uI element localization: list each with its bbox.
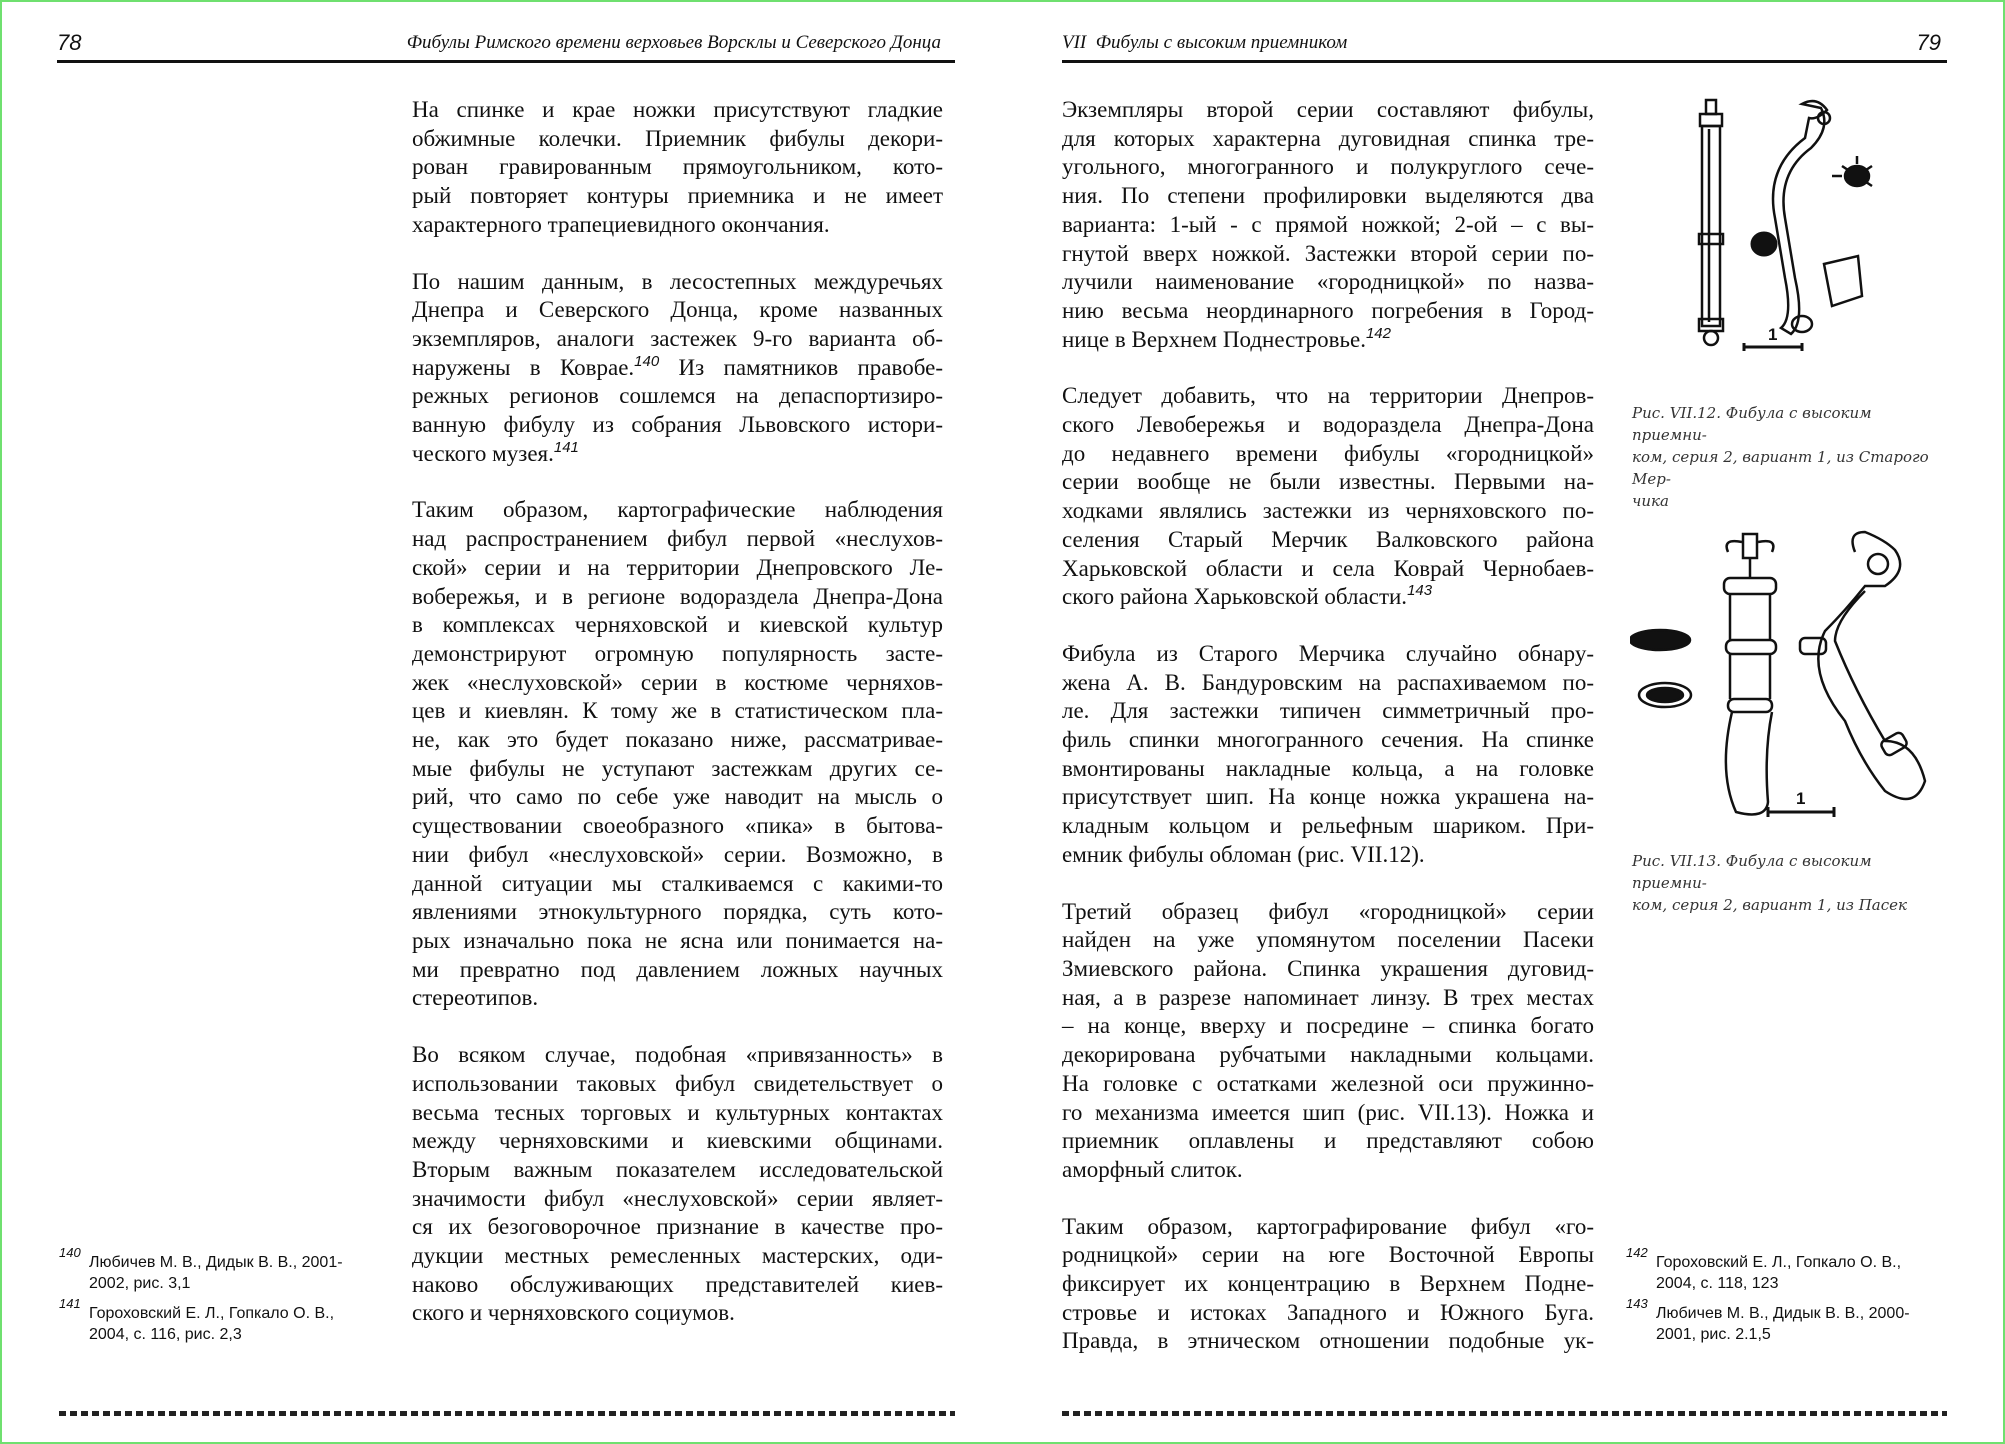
text-line: ная, а в разрезе напоминает линзу. В трех местах <box>1062 984 1594 1010</box>
text-line: По нашим данным, в лесостепных междуречьях <box>412 268 943 294</box>
footnote-reference: 143 <box>1407 582 1433 600</box>
text-line: для которых характерна дуговидная спинка тре- <box>1062 125 1594 151</box>
paragraph <box>1062 96 1594 354</box>
text-line: наково обслуживающих представителей киев- <box>412 1271 943 1297</box>
text-line: до недавнего времени фибулы «городницкой» <box>1062 440 1594 466</box>
left-page-body-text <box>412 96 943 1356</box>
footnote-reference: 142 <box>1365 324 1391 342</box>
text-line <box>412 354 943 383</box>
right-page-footnotes <box>1626 1245 1946 1354</box>
footnote-number: 143 <box>1626 1296 1648 1311</box>
text-line: ской» серии и на территории Днепровского Ле- <box>412 554 943 580</box>
text-line: Во всяком случае, подобная «привязанность» в <box>412 1042 943 1068</box>
text-line: рий, что само по себе уже наводит на мысль о <box>412 784 943 810</box>
text-line: приемник оплавлены и представляют собою <box>1062 1128 1594 1154</box>
text-line: цев и киевлян. К тому же в статистическом пла- <box>412 698 943 724</box>
text-line: экземпляров, аналоги застежек 9-го варианта об- <box>412 325 943 351</box>
figure-vii-12-fibula-drawing <box>1682 94 1892 369</box>
paragraph <box>412 1041 943 1328</box>
text-segment: наружены в Коврае. <box>412 354 635 380</box>
text-line: жек «неслуховской» серии в костюме черняхов- <box>412 669 943 695</box>
text-line: ле. Для застежки типичен симметричный про- <box>1062 698 1594 724</box>
footnote-140 <box>59 1245 379 1294</box>
footnote-141 <box>59 1296 379 1345</box>
text-line: фиксирует их концентрацию в Верхнем Подне- <box>1062 1271 1594 1297</box>
paragraph <box>1062 640 1594 870</box>
text-line: присутствует шип. На конце ножка украшена на- <box>1062 784 1594 810</box>
paragraph <box>412 496 943 1013</box>
text-line: значимости фибул «неслуховской» серии являет- <box>412 1185 943 1211</box>
left-page-header <box>57 26 955 63</box>
text-segment: ческого музея. <box>412 440 554 466</box>
footnote-number: 140 <box>59 1245 81 1260</box>
text-line: ского и черняховского социумов. <box>412 1300 735 1326</box>
text-line <box>1062 326 1594 355</box>
caption-line: Рис. VII.13. Фибула с высоким приемни- <box>1632 852 1872 892</box>
text-line: Вторым важным показателем исследовательской <box>412 1156 943 1182</box>
text-line: Фибула из Старого Мерчика случайно обнару- <box>1062 640 1594 666</box>
fibula-bow-front <box>1702 126 1720 326</box>
footnote-line: Гороховский Е. Л., Гопкало О. В., <box>89 1305 335 1322</box>
scale-label: 1 <box>1796 789 1806 808</box>
text-line: вмонтированы накладные кольца, а на головке <box>1062 755 1594 781</box>
text-line: стровье и истоках Западного и Южного Буга. <box>1062 1299 1594 1325</box>
text-line: Экземпляры второй серии составляют фибулы, <box>1062 97 1594 122</box>
ribbed-ring <box>1724 578 1776 594</box>
text-line: варианта: 1-ый - с прямой ножкой; 2-ой – с вы- <box>1062 211 1594 237</box>
running-title-right: VII Фибулы с высоким приемником <box>1062 32 1348 53</box>
caption-line: ком, серия 2, вариант 1, из Старого Мер- <box>1632 448 1929 488</box>
text-line: На спинке и крае ножки присутствуют гладкие <box>412 97 943 122</box>
footnote-143 <box>1626 1296 1946 1345</box>
running-title-left: Фибулы Римского времени верховьев Ворсклы и Северского Донца <box>406 32 941 53</box>
text-line: рых изначально пока не ясна или понимается на- <box>412 927 943 953</box>
text-line: рый повторяет контуры приемника и не имеет <box>412 183 943 209</box>
text-line: стереотипов. <box>412 985 539 1011</box>
footnote-line: 2001, рис. 2.1,5 <box>1656 1326 1771 1343</box>
text-line <box>412 440 943 469</box>
fibula-head <box>1706 100 1716 114</box>
fibula-ring <box>1700 114 1722 126</box>
left-page-footnotes <box>59 1245 379 1354</box>
text-line: Таким образом, картографические наблюдения <box>412 497 943 523</box>
text-line: филь спинки многогранного сечения. На спинке <box>1062 727 1594 753</box>
text-line: Третий образец фибул «городницкой» серии <box>1062 898 1594 924</box>
footnote-line: Любичев М. В., Дидык В. В., 2000- <box>1656 1305 1910 1322</box>
paragraph <box>1062 1213 1594 1357</box>
text-line: вобережья, и в регионе водораздела Днепра-Дона <box>412 583 943 609</box>
text-line: Харьковской области и села Коврай Чернобаев- <box>1062 555 1594 581</box>
text-line: найден на уже упомянутом поселении Пасеки <box>1062 927 1594 953</box>
text-line: ского Левобережья и водораздела Днепра-Дона <box>1062 412 1594 438</box>
text-line: между черняховскими и киевскими общинами. <box>412 1128 943 1154</box>
text-line: Правда, в этническом отношении подобные ук- <box>1062 1328 1594 1354</box>
text-line: Таким образом, картографирование фибул «го- <box>1062 1213 1594 1239</box>
text-line: режных регионов сошлемся на депаспортизиро- <box>412 383 943 409</box>
text-line: На головке с остатками железной оси пружинно- <box>1062 1070 1594 1096</box>
text-line: емник фибулы обломан (рис. VII.12). <box>1062 841 1425 867</box>
text-line: родницкой» серии на юге Восточной Европы <box>1062 1242 1594 1268</box>
text-segment: Из памятников правобе- <box>659 354 943 380</box>
text-line: над распространением фибул первой «неслухов- <box>412 526 943 552</box>
cross-section-lens <box>1630 630 1690 650</box>
text-line: в комплексах черняховской и киевской культур <box>412 612 943 638</box>
text-line: существовании своеобразного «пика» в бытова- <box>412 813 943 839</box>
footnote-line: 2002, рис. 3,1 <box>89 1275 191 1292</box>
paragraph <box>412 96 943 240</box>
fibula-bow-side <box>1773 101 1827 334</box>
text-line: ходками являлись застежки из черняховского по- <box>1062 498 1594 524</box>
footnote-line: 2004, с. 118, 123 <box>1656 1275 1779 1292</box>
scale-label: 1 <box>1768 325 1778 344</box>
figure-vii-13-fibula-drawing <box>1630 522 1950 827</box>
text-line: жена А. В. Бандуровским на распахиваемом по- <box>1062 669 1594 695</box>
text-line: ванную фибулу из собрания Львовского истори- <box>412 412 943 438</box>
text-line: лучили наименование «городницкой» по назва- <box>1062 269 1594 295</box>
scale-bar <box>1744 343 1802 351</box>
text-line: дукции местных ремесленных мастерских, оди- <box>412 1243 943 1269</box>
text-line: характерного трапециевидного окончания. <box>412 211 830 237</box>
text-line: Днепра и Северского Донца, кроме названных <box>412 297 943 323</box>
text-line: – на конце, вверху и посредине – спинка богато <box>1062 1013 1594 1039</box>
paragraph <box>412 268 943 469</box>
footnote-reference: 141 <box>553 438 579 456</box>
text-line: ми превратно под давлением ложных научных <box>412 956 943 982</box>
text-line: не, как это будет показано ниже, рассматривае- <box>412 727 943 753</box>
text-line: серии вообще не были известны. Первыми на- <box>1062 469 1594 495</box>
footnote-reference: 140 <box>634 352 660 370</box>
text-line: ся их безоговорочное признание в качестве про- <box>412 1214 943 1240</box>
scale-bar <box>1768 807 1834 817</box>
footnote-line: 2004, с. 116, рис. 2,3 <box>89 1326 242 1343</box>
text-line: ния. По степени профилировки выделяются два <box>1062 183 1594 209</box>
footnote-number: 141 <box>59 1296 81 1311</box>
footnote-line: Гороховский Е. Л., Гопкало О. В., <box>1656 1254 1902 1271</box>
text-line: нию весьма неординарного погребения в Город- <box>1062 297 1594 323</box>
text-line: нии фибул «неслуховской» серии. Возможно, в <box>412 841 943 867</box>
figure-vii-13-caption <box>1632 850 1942 916</box>
text-segment: нице в Верхнем Поднестровье. <box>1062 326 1366 352</box>
text-line <box>1062 583 1594 612</box>
text-line: кладным кольцом и рельефным шариком. При- <box>1062 813 1594 839</box>
text-line: декорирована рубчатыми накладными кольцами. <box>1062 1042 1594 1068</box>
right-page-header <box>1062 26 1947 63</box>
text-line: обжимные колечки. Приемник фибулы декори- <box>412 125 943 151</box>
text-line: демонстрируют огромную популярность засте- <box>412 640 943 666</box>
text-line: Змиевского района. Спинка украшения дуговид- <box>1062 955 1594 981</box>
right-page-footer-rule <box>1062 1411 1947 1416</box>
text-line: весьма тесных торговых и культурных контактах <box>412 1099 943 1125</box>
text-line: данной ситуации мы сталкиваемся с какими-то <box>412 870 943 896</box>
page-number-right: 79 <box>1916 30 1941 55</box>
footnote-line: Любичев М. В., Дидык В. В., 2001- <box>89 1254 343 1271</box>
text-line: аморфный слиток. <box>1062 1156 1243 1182</box>
text-line: мые фибулы не уступают застежкам других се- <box>412 755 943 781</box>
fibula-spike <box>1743 534 1757 558</box>
text-line: го механизма имеется шип (рис. VII.13). Ножка и <box>1062 1099 1594 1125</box>
right-page-body-text <box>1062 96 1594 1384</box>
text-line: явлениями этнокультурного порядка, суть кото- <box>412 899 943 925</box>
text-line: использовании таковых фибул свидетельствует о <box>412 1070 943 1096</box>
page-number-left: 78 <box>57 30 82 55</box>
caption-line: чика <box>1632 492 1669 510</box>
caption-line: ком, серия 2, вариант 1, из Пасек <box>1632 896 1907 914</box>
text-line: гнутой вверх ножкой. Застежки второй серии по- <box>1062 240 1594 266</box>
text-line: селения Старый Мерчик Валковского района <box>1062 526 1594 552</box>
left-page-footer-rule <box>59 1411 955 1416</box>
caption-line: Рис. VII.12. Фибула с высоким приемни- <box>1632 404 1872 444</box>
text-line: рован гравированным прямоугольником, кото- <box>412 154 943 180</box>
paragraph <box>1062 898 1594 1185</box>
footnote-number: 142 <box>1626 1245 1648 1260</box>
paragraph <box>1062 382 1594 612</box>
text-segment: ского района Харьковской области. <box>1062 584 1408 610</box>
text-line: Следует добавить, что на территории Днепров- <box>1062 383 1594 409</box>
figure-vii-12-caption <box>1632 402 1942 512</box>
footnote-142 <box>1626 1245 1946 1294</box>
text-line: угольного, многогранного и полукруглого сече- <box>1062 154 1594 180</box>
